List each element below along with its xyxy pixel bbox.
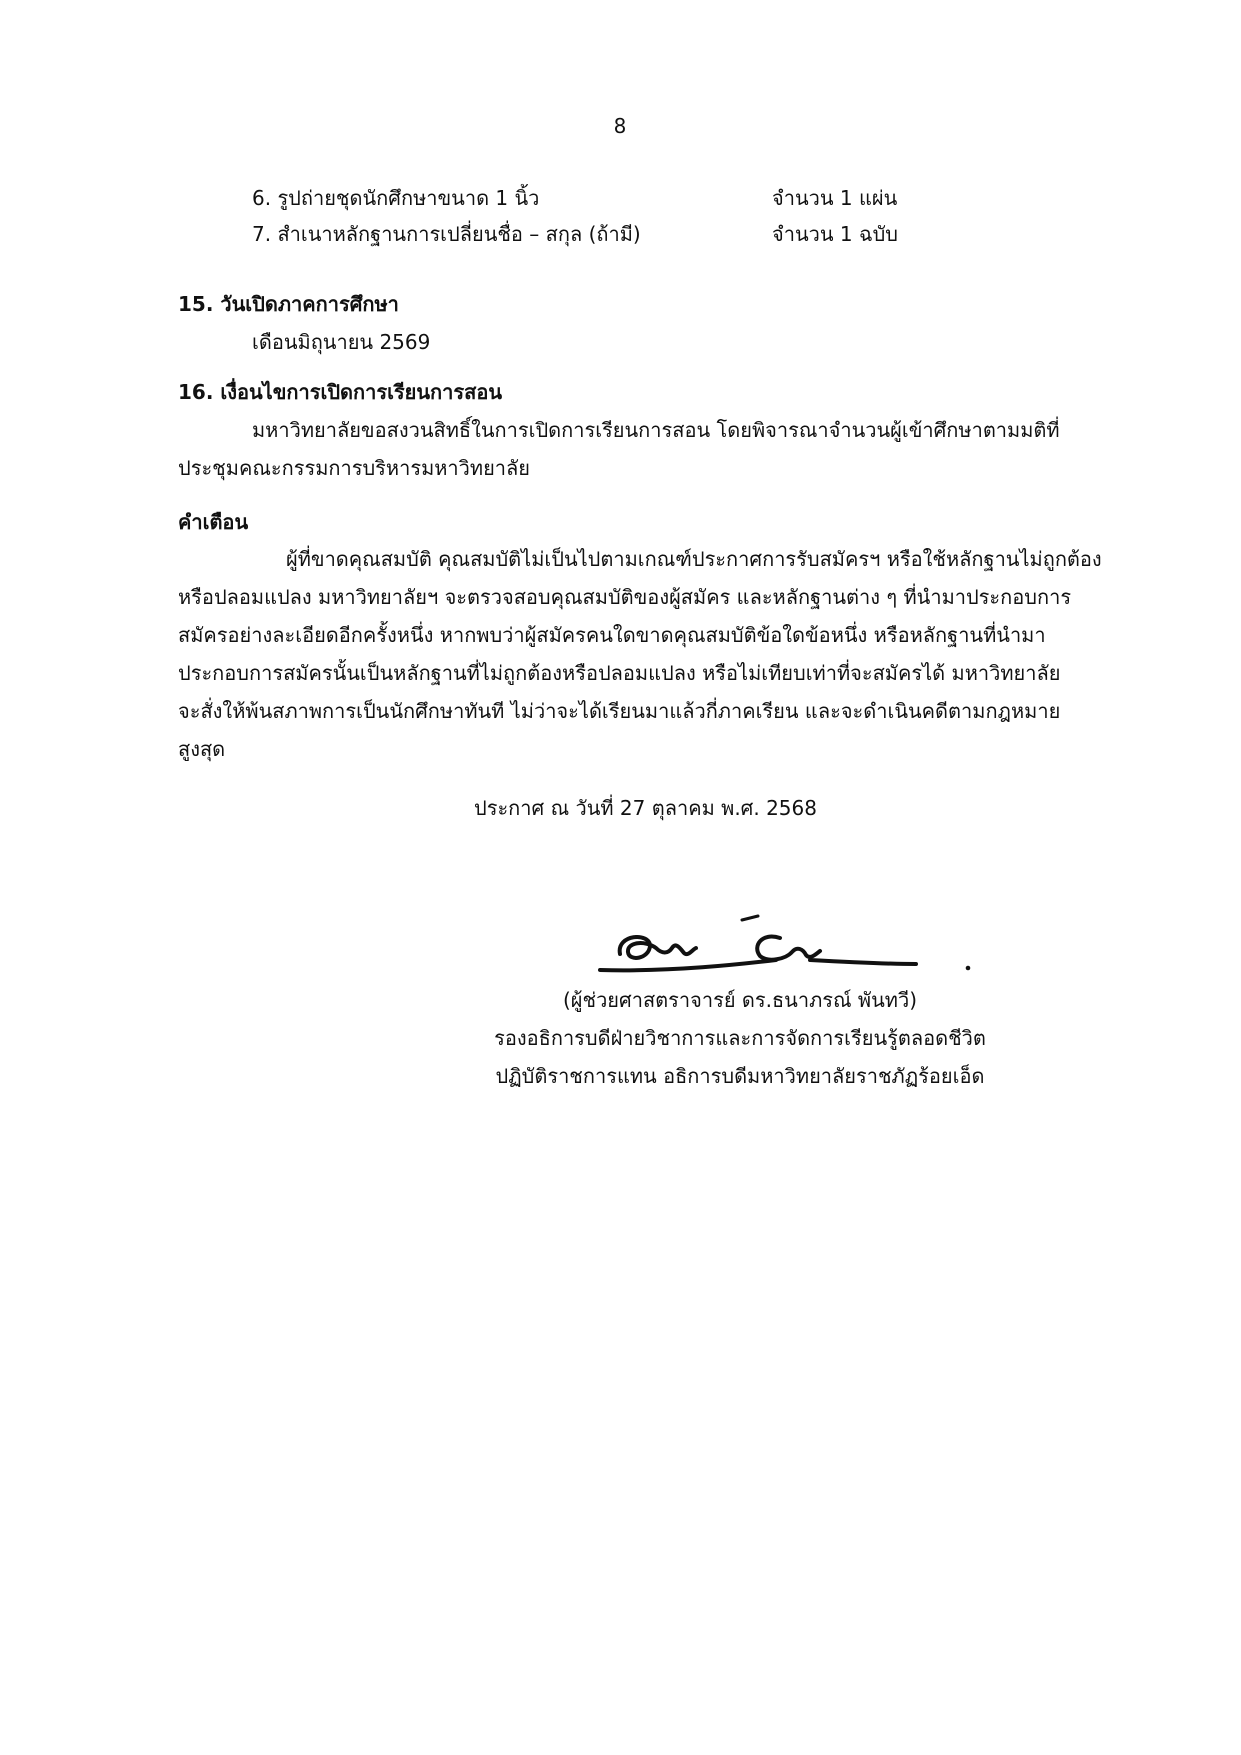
signature-image <box>592 914 992 978</box>
signatory-position: รองอธิการบดีฝ่ายวิชาการและการจัดการเรียนรู้ตลอดชีวิต <box>494 1026 986 1050</box>
warning-line-5: จะสั่งให้พ้นสภาพการเป็นนักศึกษาทันที ไม่ว่าจะได้เรียนมาแล้วกี่ภาคเรียน และจะดำเนินคดีตามกฎหมาย <box>178 699 1061 723</box>
item-6-quantity: จำนวน 1 แผ่น <box>772 186 898 210</box>
warning-line-6: สูงสุด <box>178 737 226 761</box>
page-number: 8 <box>613 114 627 138</box>
warning-line-4: ประกอบการสมัครนั้นเป็นหลักฐานที่ไม่ถูกต้องหรือปลอมแปลง หรือไม่เทียบเท่าที่จะสมัครได้ มหาวิทยาลัย <box>178 661 1061 685</box>
handwritten-signature <box>592 914 992 978</box>
item-6-label: 6. รูปถ่ายชุดนักศึกษาขนาด 1 นิ้ว <box>252 186 540 210</box>
warning-heading: คำเตือน <box>178 510 249 534</box>
signatory-name: (ผู้ช่วยศาสตราจารย์ ดร.ธนาภรณ์ พันทวี) <box>562 988 917 1012</box>
section-15-body: เดือนมิถุนายน 2569 <box>252 330 431 354</box>
announcement-date: ประกาศ ณ วันที่ 27 ตุลาคม พ.ศ. 2568 <box>474 796 817 820</box>
section-16-line-1: มหาวิทยาลัยขอสงวนสิทธิ์ในการเปิดการเรียนการสอน โดยพิจารณาจำนวนผู้เข้าศึกษาตามมติที่ <box>252 418 1060 442</box>
signatory-acting-role: ปฏิบัติราชการแทน อธิการบดีมหาวิทยาลัยราชภัฏร้อยเอ็ด <box>495 1064 985 1088</box>
section-16-heading: 16. เงื่อนไขการเปิดการเรียนการสอน <box>178 380 503 404</box>
item-7-label: 7. สำเนาหลักฐานการเปลี่ยนชื่อ – สกุล (ถ้ามี) <box>252 222 641 246</box>
warning-line-1: ผู้ที่ขาดคุณสมบัติ คุณสมบัติไม่เป็นไปตามเกณฑ์ประกาศการรับสมัครฯ หรือใช้หลักฐานไม่ถูกต้อง <box>286 547 1102 571</box>
warning-line-3: สมัครอย่างละเอียดอีกครั้งหนึ่ง หากพบว่าผู้สมัครคนใดขาดคุณสมบัติข้อใดข้อหนึ่ง หรือหลักฐานที่นำมา <box>178 623 1046 647</box>
item-7-quantity: จำนวน 1 ฉบับ <box>772 222 898 246</box>
section-16-line-2: ประชุมคณะกรรมการบริหารมหาวิทยาลัย <box>178 456 531 480</box>
section-15-heading: 15. วันเปิดภาคการศึกษา <box>178 292 399 316</box>
warning-line-2: หรือปลอมแปลง มหาวิทยาลัยฯ จะตรวจสอบคุณสมบัติของผู้สมัคร และหลักฐานต่าง ๆ ที่นำมาประกอบการ <box>178 585 1072 609</box>
